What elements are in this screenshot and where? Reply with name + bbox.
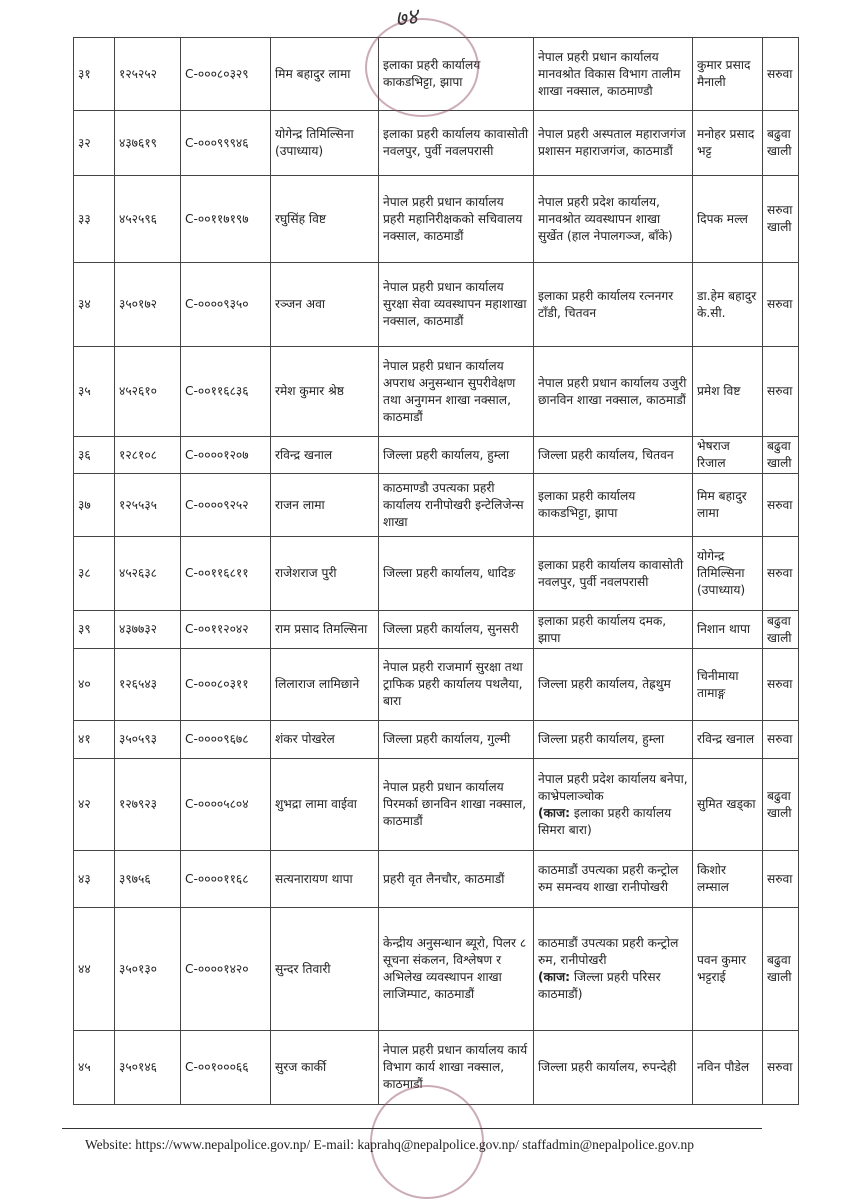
table-row (74, 263, 799, 347)
sn-text: ३८ (78, 566, 91, 580)
cell-code (181, 759, 271, 851)
sn-text: ४० (78, 677, 91, 691)
cell-status (763, 649, 799, 721)
id-text: १२६५४३ (119, 677, 158, 691)
cell-from (379, 437, 534, 474)
table-row (74, 347, 799, 437)
name-text: रमेश कुमार श्रेष्ठ (275, 384, 344, 398)
cell-name (271, 263, 379, 347)
cell-replacement (693, 263, 763, 347)
from-text: काठमाण्डौ उपत्यका प्रहरी कार्यालय रानीपोखरी इन्टेलिजेन्स शाखा (383, 480, 524, 529)
replacement-text: प्रमेश विष्ट (697, 384, 741, 398)
sn-text: ४४ (78, 961, 91, 976)
table-row (74, 537, 799, 611)
cell-from (379, 759, 534, 851)
cell-code (181, 649, 271, 721)
cell-status (763, 1031, 799, 1105)
status-text: सरुवा (767, 1060, 793, 1074)
cell-code (181, 908, 271, 1031)
cell-from (379, 38, 534, 111)
table-row (74, 908, 799, 1031)
replacement-text: योगेन्द्र तिमिल्सिना (उपाध्याय) (697, 549, 746, 597)
from-text: इलाका प्रहरी कार्यालय कावासोती नवलपुर, पुर्वी नवलपरासी (383, 127, 529, 158)
cell-code (181, 611, 271, 649)
cell-name (271, 759, 379, 851)
cell-code (181, 176, 271, 263)
code-text: C-००००१४२० (185, 961, 249, 976)
id-text: ३९७५६ (119, 871, 151, 886)
cell-from (379, 537, 534, 611)
cell-replacement (693, 851, 763, 908)
cell-id (115, 759, 181, 851)
cell-to (534, 908, 693, 1031)
cell-from (379, 851, 534, 908)
table-row (74, 474, 799, 537)
cell-sn (74, 759, 115, 851)
cell-from (379, 176, 534, 263)
cell-status (763, 611, 799, 649)
from-text: नेपाल प्रहरी प्रधान कार्यालय सुरक्षा सेवा व्यवस्थापन महाशाखा नक्साल, काठमाडौं (383, 280, 527, 328)
name-text: शंकर पोखरेल (275, 732, 335, 746)
cell-replacement (693, 759, 763, 851)
code-text: C-००००१२०७ (185, 447, 249, 462)
replacement-text: कुमार प्रसाद मैनाली (697, 58, 751, 89)
name-text: सुन्दर तिवारी (275, 961, 331, 976)
sn-text: ३३ (78, 211, 91, 226)
to-text: इलाका प्रहरी कार्यालय कावासोती नवलपुर, पुर्वी नवलपरासी (538, 557, 684, 589)
cell-status (763, 721, 799, 759)
sn-text: ३२ (78, 135, 91, 150)
status-text: बढुवा खाली (767, 127, 792, 158)
status-text: सरुवा (767, 732, 793, 746)
cell-code (181, 537, 271, 611)
cell-status (763, 263, 799, 347)
cell-name (271, 347, 379, 437)
from-text: जिल्ला प्रहरी कार्यालय, हुम्ला (383, 447, 510, 462)
cell-code (181, 437, 271, 474)
to-text: नेपाल प्रहरी अस्पताल महाराजगंज प्रशासन महाराजगंज, काठमाडौं (538, 127, 686, 158)
sn-text: ४५ (78, 1060, 91, 1074)
to-text: काठमाडौं उपत्यका प्रहरी कन्ट्रोल रुम, रानीपोखरी (538, 936, 679, 967)
code-text: C-०००९९९४६ (185, 135, 249, 150)
cell-to (534, 611, 693, 649)
status-text: सरुवा (767, 871, 793, 886)
code-text: C-०००८०३११ (185, 677, 249, 691)
name-text: राजन लामा (275, 497, 325, 512)
id-text: १२५५३५ (119, 497, 158, 512)
table-row (74, 759, 799, 851)
cell-to (534, 111, 693, 176)
cell-name (271, 908, 379, 1031)
code-text: C-००००९६७८ (185, 732, 249, 746)
replacement-text: पवन कुमार भट्टराई (697, 953, 747, 984)
cell-replacement (693, 721, 763, 759)
cell-status (763, 347, 799, 437)
id-text: ३५०५९३ (119, 732, 158, 746)
to-text: इलाका प्रहरी कार्यालय काकडभिट्टा, झापा (538, 489, 636, 520)
kaj-label: (काज: (538, 805, 571, 820)
sn-text: ४१ (78, 732, 91, 746)
transfer-table (73, 37, 799, 1105)
replacement-text: दिपक मल्ल (697, 211, 748, 226)
cell-to (534, 38, 693, 111)
table-row (74, 38, 799, 111)
to-text: जिल्ला प्रहरी कार्यालय, चितवन (538, 447, 674, 462)
sn-text: ३५ (78, 384, 91, 398)
cell-code (181, 347, 271, 437)
id-text: ४५२६३८ (119, 566, 158, 580)
table-row (74, 1031, 799, 1105)
cell-replacement (693, 537, 763, 611)
status-text: सरुवा (767, 677, 793, 691)
cell-replacement (693, 611, 763, 649)
replacement-text: सुमित खड्का (697, 797, 756, 811)
cell-from (379, 263, 534, 347)
cell-to (534, 176, 693, 263)
code-text: C-००११२०४२ (185, 622, 249, 636)
name-text: शुभद्रा लामा वाईवा (275, 797, 357, 811)
kaj-label: (काज: (538, 970, 571, 984)
table-row (74, 611, 799, 649)
cell-to (534, 263, 693, 347)
name-text: रघुसिंह विष्ट (275, 211, 326, 226)
cell-sn (74, 38, 115, 111)
cell-sn (74, 908, 115, 1031)
sn-text: ३१ (78, 66, 91, 81)
cell-sn (74, 649, 115, 721)
kaj-text: इलाका प्रहरी कार्यालय सिमरा बारा) (538, 805, 672, 837)
table-row (74, 721, 799, 759)
sn-text: ४२ (78, 797, 91, 811)
status-text: बढुवा खाली (767, 788, 792, 820)
sn-text: ३७ (78, 497, 91, 512)
cell-sn (74, 1031, 115, 1105)
cell-status (763, 437, 799, 474)
cell-from (379, 111, 534, 176)
id-text: ४३७६१९ (119, 135, 158, 150)
table-row (74, 111, 799, 176)
from-text: नेपाल प्रहरी राजमार्ग सुरक्षा तथा ट्राफिक प्रहरी कार्यालय पथलैया, बारा (383, 660, 523, 708)
to-text: इलाका प्रहरी कार्यालय रत्ननगर टाँडी, चितवन (538, 288, 674, 320)
cell-replacement (693, 111, 763, 176)
replacement-text: निशान थापा (697, 622, 751, 636)
cell-code (181, 38, 271, 111)
cell-name (271, 1031, 379, 1105)
cell-sn (74, 474, 115, 537)
cell-name (271, 611, 379, 649)
cell-to (534, 721, 693, 759)
cell-name (271, 649, 379, 721)
cell-code (181, 263, 271, 347)
cell-sn (74, 111, 115, 176)
replacement-text: मनोहर प्रसाद भट्ट (697, 127, 755, 158)
cell-status (763, 38, 799, 111)
cell-replacement (693, 176, 763, 263)
code-text: C-००११६८११ (185, 566, 249, 580)
cell-id (115, 611, 181, 649)
cell-id (115, 851, 181, 908)
status-text: सरुवा (767, 497, 793, 512)
cell-status (763, 759, 799, 851)
id-text: ४३७७३२ (119, 622, 158, 636)
replacement-text: नविन पौडेल (697, 1060, 750, 1074)
code-text: C-००१०००६६ (185, 1060, 249, 1074)
cell-id (115, 176, 181, 263)
cell-id (115, 437, 181, 474)
cell-code (181, 1031, 271, 1105)
cell-from (379, 908, 534, 1031)
cell-replacement (693, 347, 763, 437)
cell-id (115, 649, 181, 721)
cell-sn (74, 437, 115, 474)
cell-name (271, 111, 379, 176)
status-text: सरुवा (767, 66, 793, 81)
from-text: जिल्ला प्रहरी कार्यालय, धादिङ (383, 566, 516, 580)
cell-from (379, 474, 534, 537)
cell-to (534, 1031, 693, 1105)
cell-replacement (693, 437, 763, 474)
to-text: इलाका प्रहरी कार्यालय दमक, झापा (538, 613, 667, 645)
name-text: राजेशराज पुरी (275, 566, 337, 580)
from-text: इलाका प्रहरी कार्यालय काकडभिट्टा, झापा (383, 58, 481, 89)
cell-sn (74, 263, 115, 347)
code-text: C-००११६८३६ (185, 384, 249, 398)
cell-sn (74, 851, 115, 908)
from-text: जिल्ला प्रहरी कार्यालय, सुनसरी (383, 622, 519, 636)
cell-name (271, 176, 379, 263)
cell-id (115, 111, 181, 176)
to-text: जिल्ला प्रहरी कार्यालय, हुम्ला (538, 732, 665, 746)
name-text: सुरज कार्की (275, 1060, 327, 1074)
footer-divider (62, 1128, 762, 1129)
cell-from (379, 1031, 534, 1105)
cell-id (115, 38, 181, 111)
to-text: नेपाल प्रहरी प्रदेश कार्यालय, मानवश्रोत व्यवस्थापन शाखा सुर्खेत (हाल नेपालगञ्ज, बाँके) (538, 194, 673, 243)
table-row (74, 176, 799, 263)
cell-status (763, 537, 799, 611)
to-text: नेपाल प्रहरी प्रदेश कार्यालय बनेपा, काभ्रेपलाञ्चोक (538, 771, 688, 803)
replacement-text: रविन्द्र खनाल (697, 732, 755, 746)
code-text: C-००००९२५२ (185, 497, 249, 512)
cell-to (534, 437, 693, 474)
cell-replacement (693, 38, 763, 111)
cell-id (115, 537, 181, 611)
page-number: ७४ (393, 4, 420, 33)
cell-to (534, 347, 693, 437)
cell-sn (74, 611, 115, 649)
cell-name (271, 537, 379, 611)
status-text: बढुवा खाली (767, 613, 792, 645)
id-text: १२७९२३ (119, 797, 158, 811)
code-text: C-००००९३५० (185, 297, 249, 311)
status-text: बढुवा खाली (767, 439, 792, 470)
cell-name (271, 437, 379, 474)
id-text: ३५०१४६ (119, 1060, 158, 1074)
cell-name (271, 474, 379, 537)
cell-sn (74, 176, 115, 263)
name-text: मिम बहादुर लामा (275, 66, 351, 81)
cell-code (181, 851, 271, 908)
replacement-text: किशोर लम्साल (697, 863, 729, 894)
id-text: ३५०१७२ (119, 297, 158, 311)
cell-from (379, 611, 534, 649)
status-text: सरुवा (767, 566, 793, 580)
to-text: नेपाल प्रहरी प्रधान कार्यालय मानवश्रोत विकास विभाग तालीम शाखा नक्साल, काठमाण्डौ (538, 49, 681, 98)
replacement-text: भेषराज रिजाल (697, 439, 730, 470)
name-text: लिलाराज लामिछाने (275, 677, 360, 691)
status-text: सरुवा (767, 384, 793, 398)
cell-name (271, 851, 379, 908)
cell-sn (74, 347, 115, 437)
cell-code (181, 721, 271, 759)
table-row (74, 851, 799, 908)
from-text: केन्द्रीय अनुसन्धान ब्यूरो, पिलर ८ सूचना संकलन, विश्लेषण र अभिलेख व्यवस्थापन शाखा लाजिम्पाट, काठमाडौं (383, 936, 527, 1001)
to-text: जिल्ला प्रहरी कार्यालय, रुपन्देही (538, 1060, 677, 1074)
cell-to (534, 851, 693, 908)
cell-from (379, 721, 534, 759)
cell-name (271, 721, 379, 759)
replacement-text: डा.हेम बहादुर के.सी. (697, 288, 757, 320)
id-text: ४५२५९६ (119, 211, 158, 226)
sn-text: ३९ (78, 622, 91, 636)
cell-to (534, 759, 693, 851)
name-text: रविन्द्र खनाल (275, 447, 333, 462)
cell-id (115, 721, 181, 759)
cell-code (181, 111, 271, 176)
name-text: राम प्रसाद तिमल्सिना (275, 622, 368, 636)
table-row (74, 437, 799, 474)
cell-status (763, 851, 799, 908)
cell-name (271, 38, 379, 111)
cell-replacement (693, 1031, 763, 1105)
code-text: C-०००८०३२९ (185, 66, 249, 81)
cell-replacement (693, 908, 763, 1031)
code-text: C-००११७१९७ (185, 211, 249, 226)
replacement-text: मिम बहादुर लामा (697, 489, 747, 520)
id-text: ४५२६१० (119, 384, 158, 398)
cell-sn (74, 537, 115, 611)
replacement-text: चिनीमाया तामाङ्ग (697, 668, 739, 700)
cell-replacement (693, 474, 763, 537)
footer-contact: Website: https://www.nepalpolice.gov.np/ E-mail: kaprahq@nepalpolice.gov.np/ staffadmin@nepalpolice.gov.np (85, 1137, 695, 1152)
to-text: काठमाडौं उपत्यका प्रहरी कन्ट्रोल रुम समन्वय शाखा रानीपोखरी (538, 863, 679, 894)
from-text: नेपाल प्रहरी प्रधान कार्यालय अपराध अनुसन्धान सुपरीवेक्षण तथा अनुगमन शाखा नक्साल, काठमाडौं (383, 358, 516, 424)
from-text: जिल्ला प्रहरी कार्यालय, गुल्मी (383, 732, 511, 746)
cell-id (115, 908, 181, 1031)
from-text: प्रहरी वृत लैनचौर, काठमाडौं (383, 871, 505, 886)
to-text: नेपाल प्रहरी प्रधान कार्यालय उजुरी छानविन शाखा नक्साल, काठमाडौं (538, 375, 687, 407)
cell-id (115, 347, 181, 437)
to-text: जिल्ला प्रहरी कार्यालय, तेह्रथुम (538, 677, 671, 691)
cell-replacement (693, 649, 763, 721)
cell-sn (74, 721, 115, 759)
id-text: ३५०१३० (119, 961, 158, 976)
name-text: रञ्जन अवा (275, 297, 326, 311)
sn-text: ३६ (78, 447, 91, 462)
table-row (74, 649, 799, 721)
cell-status (763, 111, 799, 176)
cell-id (115, 263, 181, 347)
status-text: सरुवा (767, 297, 793, 311)
name-text: सत्यनारायण थापा (275, 871, 353, 886)
kaj-text: जिल्ला प्रहरी परिसर काठमाडौं) (538, 970, 661, 1001)
cell-status (763, 474, 799, 537)
name-text: योगेन्द्र तिमिल्सिना (उपाध्याय) (275, 127, 354, 158)
sn-text: ३४ (78, 297, 91, 311)
cell-from (379, 347, 534, 437)
cell-status (763, 908, 799, 1031)
code-text: C-००००५८०४ (185, 797, 249, 811)
cell-from (379, 649, 534, 721)
id-text: १२५२५२ (119, 66, 158, 81)
cell-id (115, 474, 181, 537)
cell-to (534, 474, 693, 537)
status-text: सरुवा खाली (767, 203, 793, 234)
status-text: बढुवा खाली (767, 953, 792, 984)
cell-to (534, 649, 693, 721)
id-text: १२८१०८ (119, 447, 158, 462)
sn-text: ४३ (78, 871, 91, 886)
cell-to (534, 537, 693, 611)
from-text: नेपाल प्रहरी प्रधान कार्यालय प्रहरी महानिरीक्षकको सचिवालय नक्साल, काठमाडौं (383, 194, 523, 243)
cell-id (115, 1031, 181, 1105)
code-text: C-००००११६८ (185, 871, 249, 886)
from-text: नेपाल प्रहरी प्रधान कार्यालय कार्य विभाग कार्य शाखा नक्साल, काठमाडौं (383, 1043, 528, 1091)
cell-code (181, 474, 271, 537)
cell-status (763, 176, 799, 263)
from-text: नेपाल प्रहरी प्रधान कार्यालय पिरमर्का छानविन शाखा नक्साल, काठमाडौं (383, 780, 527, 828)
